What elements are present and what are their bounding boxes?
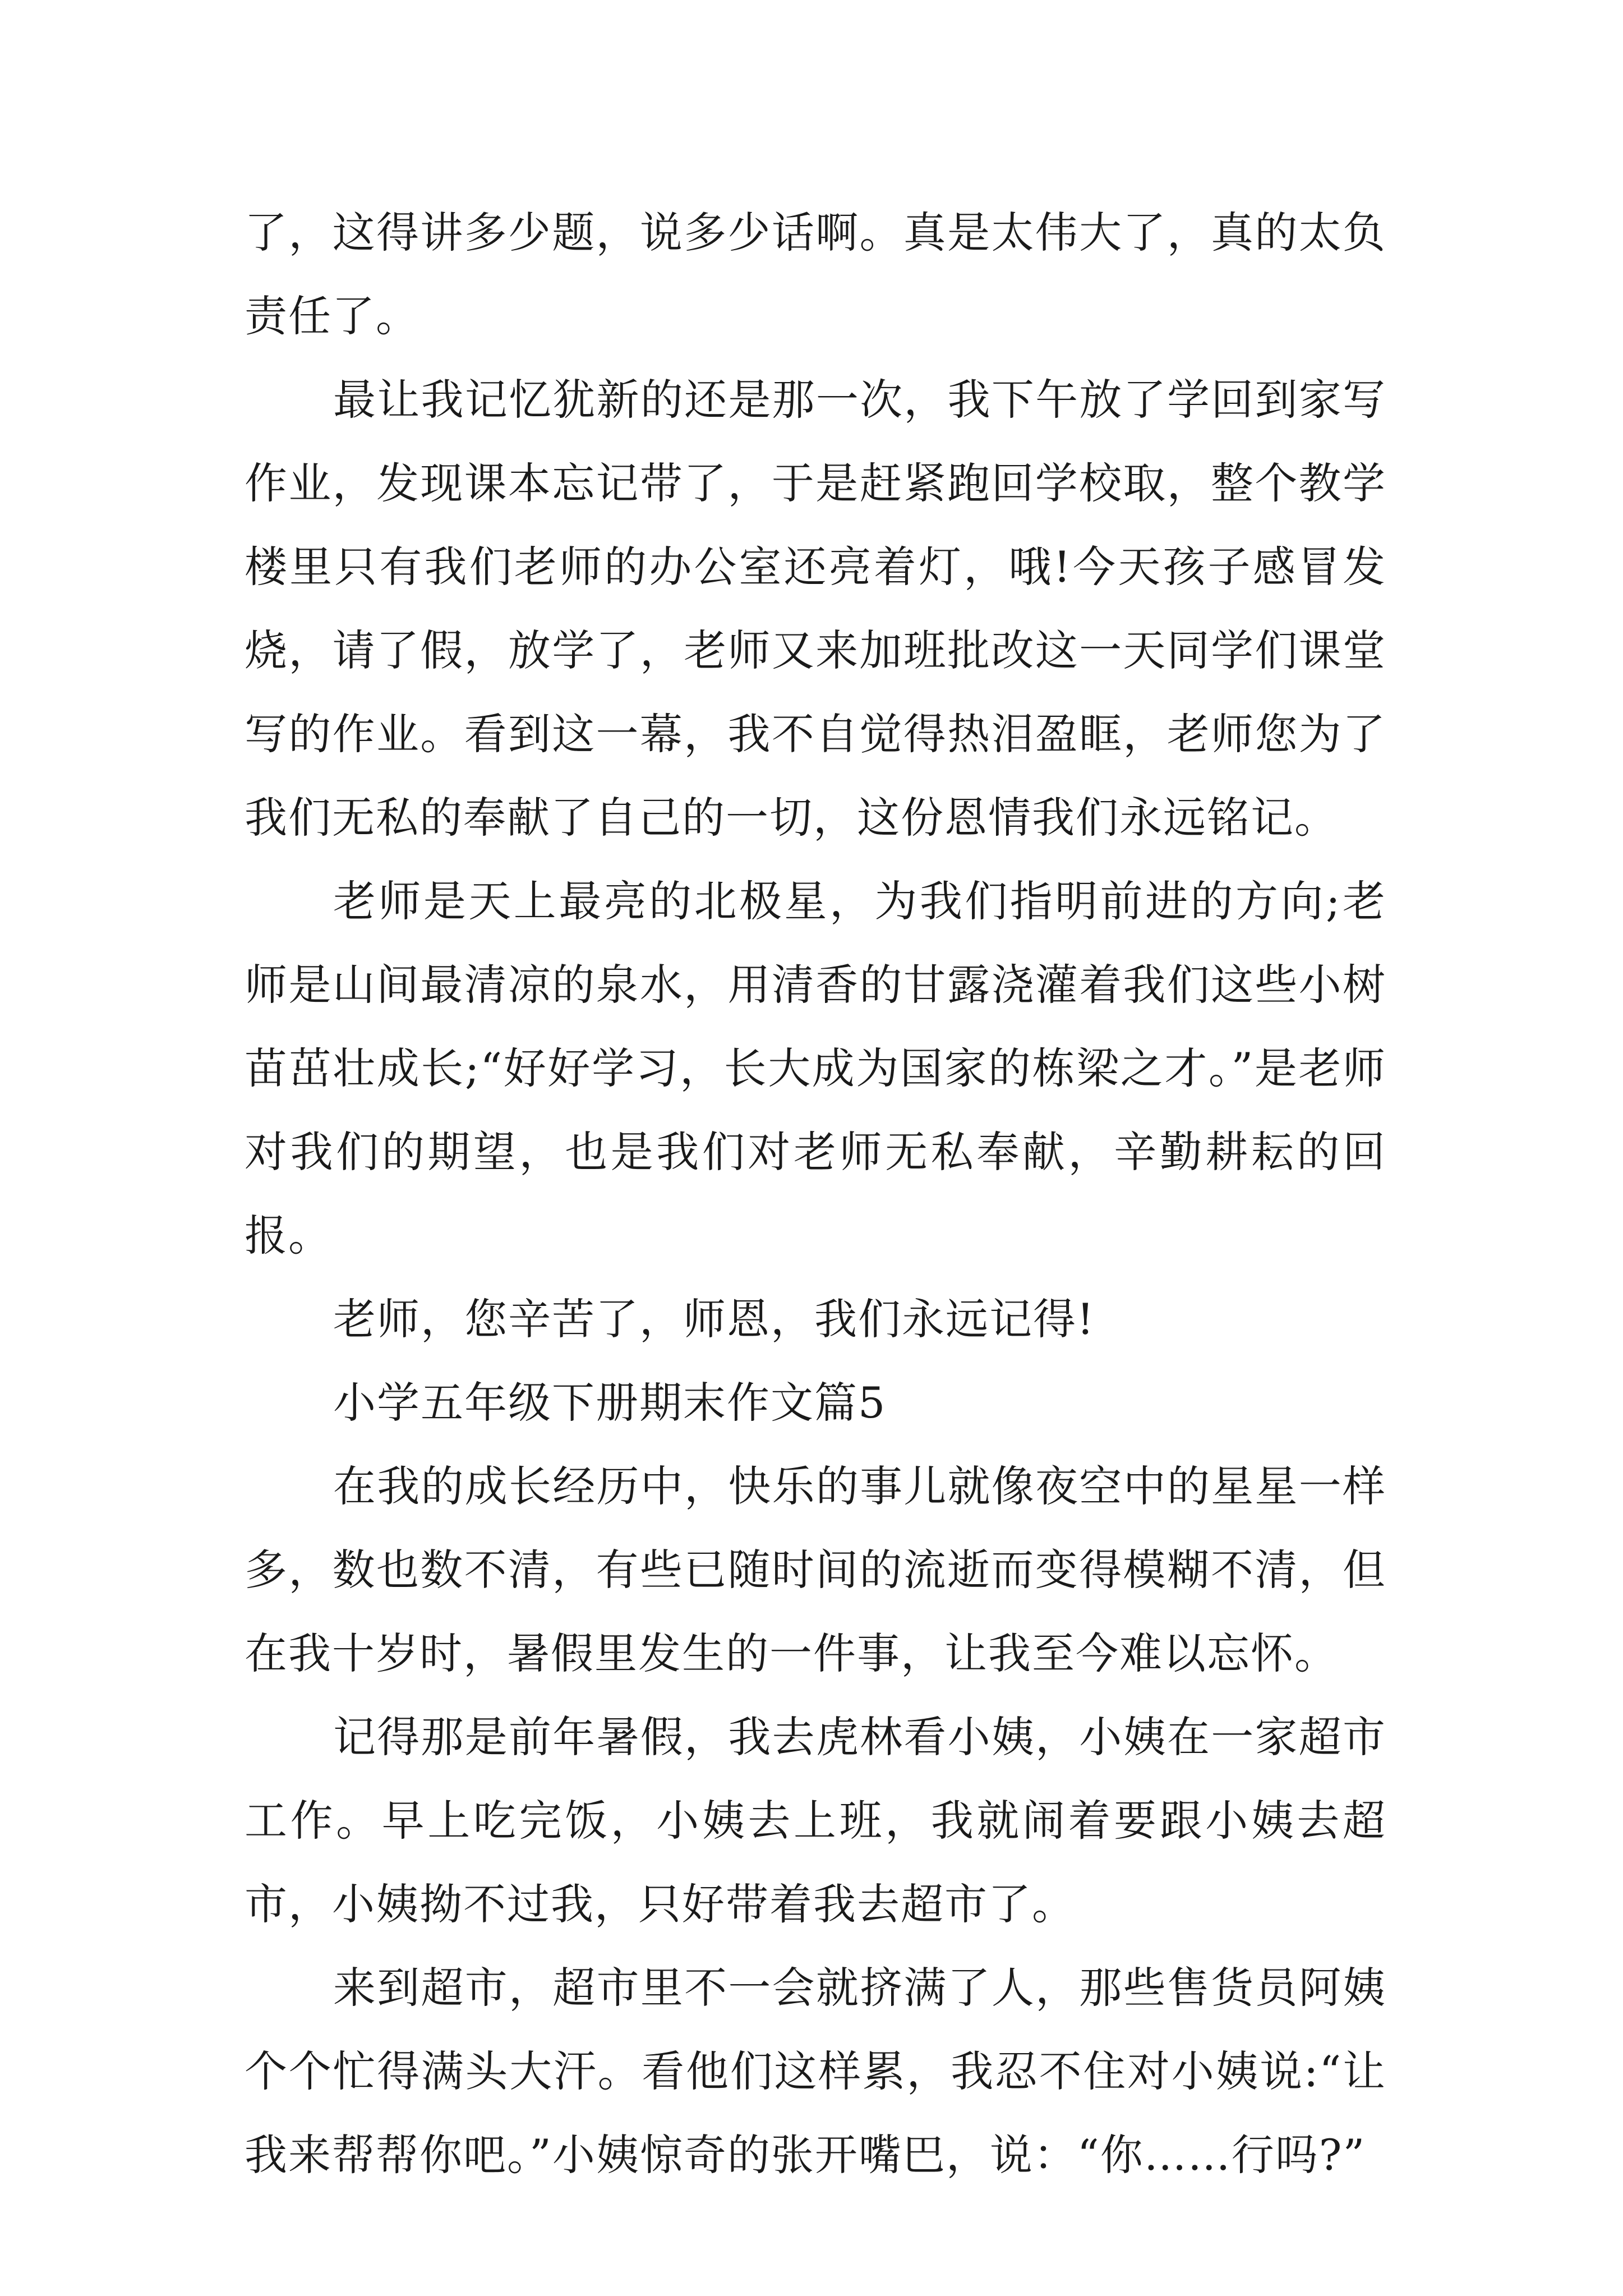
paragraph: 来到超市，超市里不一会就挤满了人，那些售货员阿姨个个忙得满头大汗。看他们这样累，我忍不住对小姨说:“让我来帮帮你吧。”小姨惊奇的张开嘴巴，说：“你……行吗?” [245, 1963, 1386, 2180]
paragraph: 老师是天上最亮的北极星，为我们指明前进的方向;老师是山间最清凉的泉水，用清香的甘露浇灌着我们这些小树苗茁壮成长;“好好学习，长大成为国家的栋梁之才。”是老师对我们的期望，也是我们对老师无私奉献，辛勤耕耘的回报。 [245, 876, 1386, 1260]
paragraph: 记得那是前年暑假，我去虎林看小姨，小姨在一家超市工作。早上吃完饭，小姨去上班，我就闹着要跟小姨去超市，小姨拗不过我，只好带着我去超市了。 [245, 1712, 1386, 1929]
section-title: 小学五年级下册期末作文篇5 [333, 1378, 887, 1428]
paragraph: 了，这得讲多少题，说多少话啊。真是太伟大了，真的太负责任了。 [245, 208, 1386, 341]
document-body [245, 191, 1386, 2197]
paragraph: 老师，您辛苦了，师恩，我们永远记得! [333, 1294, 1095, 1344]
paragraph: 在我的成长经历中，快乐的事儿就像夜空中的星星一样多，数也数不清，有些已随时间的流逝而变得模糊不清，但在我十岁时，暑假里发生的一件事，让我至今难以忘怀。 [245, 1461, 1386, 1678]
paragraph: 最让我记忆犹新的还是那一次，我下午放了学回到家写作业，发现课本忘记带了，于是赶紧跑回学校取，整个教学楼里只有我们老师的办公室还亮着灯，哦!今天孩子感冒发烧，请了假，放学了，老师又来加班批改这一天同学们课堂写的作业。看到这一幕，我不自觉得热泪盈眶，老师您为了我们无私的奉献了自己的一切，这份恩情我们永远铭记。 [245, 375, 1386, 843]
